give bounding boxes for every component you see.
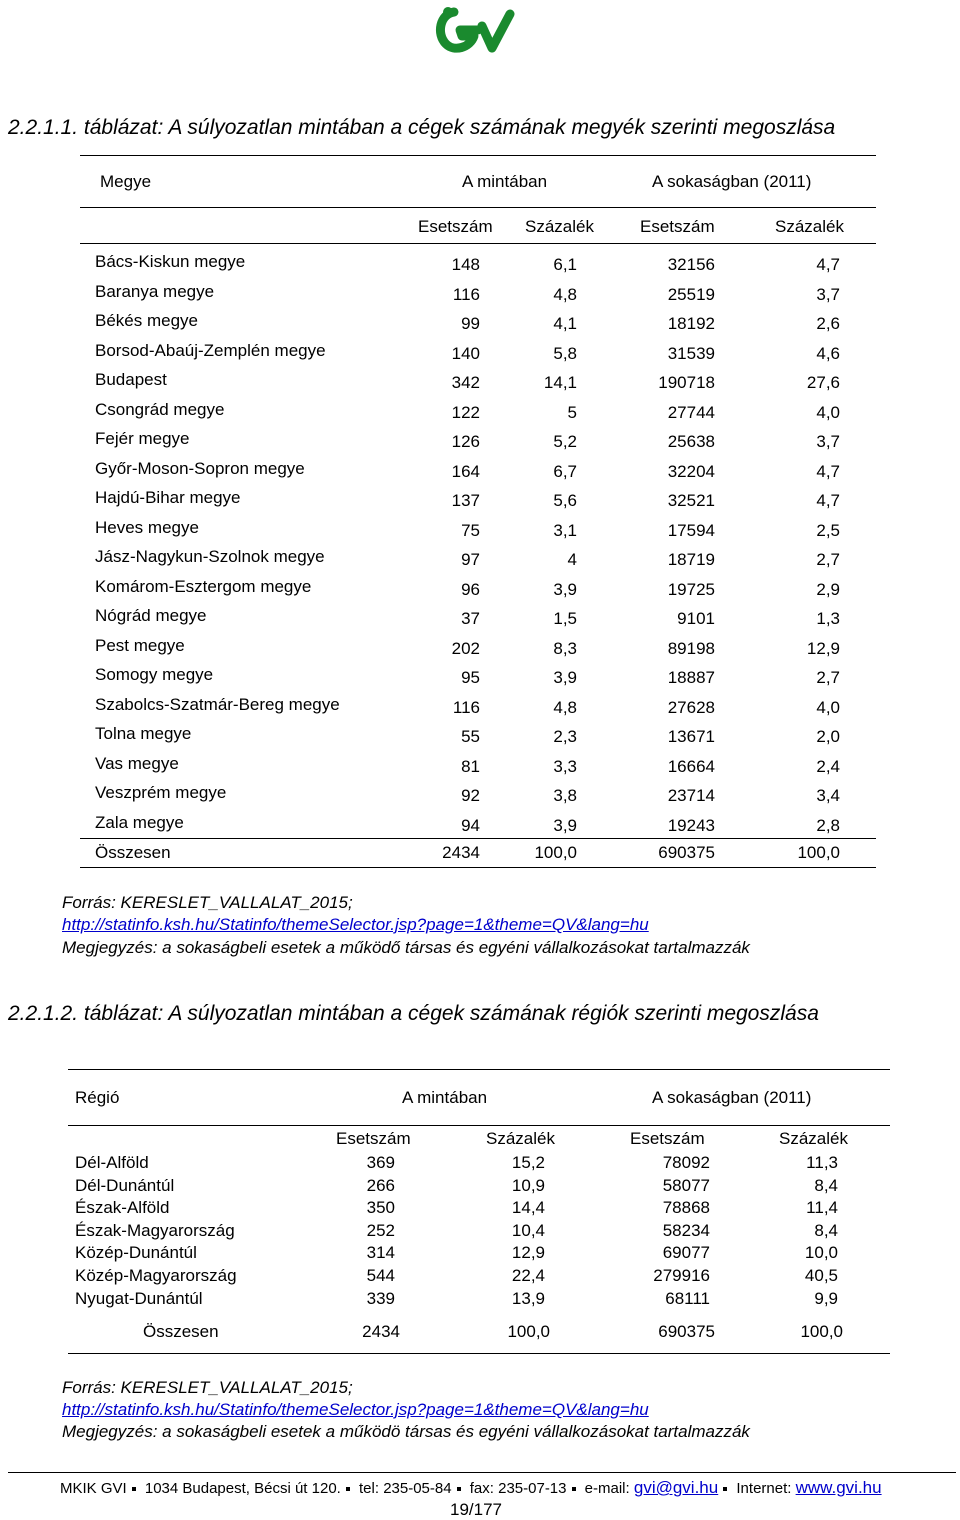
table1-total-rule (80, 838, 876, 839)
table1-caption: 2.2.1.1. táblázat: A súlyozatlan mintában a cégek számának megyék szerinti megoszlása (8, 116, 836, 139)
separator-icon (457, 1487, 461, 1491)
cell-pct-sample: 3,3 (553, 756, 577, 776)
cell-count-sample: 126 (451, 432, 480, 451)
cell-pct-sample: 10,4 (511, 1220, 545, 1240)
cell-pct-pop: 4,7 (816, 491, 840, 510)
gvi-logo (432, 4, 522, 56)
table1-sub-count-sample: Esetszám (418, 217, 493, 236)
cell-count-pop: 58234 (662, 1220, 710, 1240)
table-row (95, 577, 875, 599)
table1-header-rule (80, 207, 876, 208)
cell-pct-sample: 8,3 (553, 638, 577, 658)
row-label: Baranya megye (95, 281, 215, 301)
cell-pct-sample: 4 (567, 550, 577, 569)
footer-tel: tel: 235-05-84 (359, 1480, 452, 1497)
cell-count-pop: 18719 (667, 550, 715, 569)
cell-count-sample: 116 (452, 697, 480, 717)
cell-count-pop: 16664 (667, 756, 715, 776)
cell-pct-sample: 100,0 (507, 1322, 550, 1341)
cell-pct-sample: 14,1 (543, 373, 577, 392)
cell-pct-pop: 4,0 (816, 402, 840, 422)
cell-count-pop: 25519 (667, 284, 715, 304)
table-row (95, 311, 875, 333)
table-row (95, 783, 875, 805)
table1-note: Megjegyzés: a sokaságbeli esetek a működő társas és egyéni vállalkozásokat tartalmazzák (62, 938, 750, 957)
cell-pct-pop: 40,5 (804, 1266, 838, 1285)
row-label: Borsod-Abaúj-Zemplén megye (95, 340, 326, 360)
row-label: Tolna megye (95, 724, 192, 743)
table1-group-sample: A mintában (462, 172, 548, 191)
footer-email-link[interactable]: gvi@gvi.hu (633, 1478, 719, 1497)
cell-count-pop: 19243 (667, 815, 715, 835)
table2-bottom-rule (68, 1353, 890, 1354)
cell-count-pop: 690375 (658, 843, 715, 862)
table2-source: Forrás: KERESLET_VALLALAT_2015; (62, 1378, 353, 1397)
cell-pct-pop: 8,4 (814, 1175, 838, 1195)
cell-count-pop: 58077 (662, 1175, 710, 1195)
table-row (95, 252, 875, 274)
cell-pct-sample: 12,9 (511, 1243, 545, 1263)
cell-pct-pop: 2,8 (816, 815, 840, 835)
table-row (95, 429, 875, 451)
footer-internet-label: Internet: (736, 1480, 792, 1497)
cell-count-pop: 32521 (667, 491, 715, 510)
row-label: Közép-Magyarország (75, 1266, 237, 1285)
table2-top-rule (68, 1069, 890, 1070)
cell-count-pop: 18192 (667, 314, 715, 333)
cell-count-sample: 140 (451, 343, 480, 363)
table-row (75, 1289, 890, 1311)
cell-pct-pop: 100,0 (800, 1322, 843, 1341)
cell-pct-sample: 5,2 (553, 432, 577, 451)
table1-sub-count-pop: Esetszám (640, 217, 715, 236)
cell-pct-sample: 3,9 (553, 668, 577, 687)
cell-pct-pop: 4,0 (816, 697, 840, 717)
cell-count-sample: 544 (366, 1266, 395, 1285)
cell-pct-pop: 2,4 (816, 756, 840, 776)
cell-pct-sample: 6,1 (553, 255, 577, 274)
cell-pct-sample: 2,3 (553, 727, 577, 746)
cell-pct-sample: 3,1 (553, 520, 577, 540)
cell-count-pop: 27744 (667, 402, 715, 422)
table2-col-region: Régió (75, 1088, 120, 1107)
row-label: Fejér megye (95, 429, 190, 448)
cell-count-sample: 99 (461, 314, 480, 333)
cell-pct-sample: 4,8 (553, 284, 577, 304)
table2-group-sample: A mintában (402, 1088, 488, 1107)
table1-source: Forrás: KERESLET_VALLALAT_2015; (62, 893, 353, 912)
table-row (95, 488, 875, 510)
row-label: Észak-Magyarország (75, 1220, 235, 1240)
footer-org: MKIK GVI (60, 1480, 127, 1497)
cell-pct-sample: 5 (567, 402, 577, 422)
table-row (75, 1221, 890, 1243)
cell-count-sample: 342 (451, 373, 480, 392)
cell-count-sample: 55 (461, 727, 480, 746)
cell-count-pop: 25638 (667, 432, 715, 451)
table2-sub-count-pop: Esetszám (630, 1129, 705, 1148)
cell-count-pop: 68111 (665, 1288, 710, 1308)
table1-group-population: A sokaságban (2011) (652, 172, 812, 191)
cell-pct-pop: 2,9 (816, 579, 840, 599)
cell-count-pop: 69077 (662, 1243, 710, 1263)
cell-count-sample: 2434 (442, 843, 480, 862)
table1-col-region: Megye (100, 172, 152, 191)
cell-pct-sample: 14,4 (511, 1198, 545, 1218)
table-row (75, 1176, 890, 1198)
table1-source-link[interactable]: http://statinfo.ksh.hu/Statinfo/themeSelector.jsp?page=1&theme=QV&lang=hu (62, 915, 649, 934)
cell-pct-sample: 6,7 (553, 461, 577, 481)
cell-pct-sample: 4,8 (553, 697, 577, 717)
cell-count-pop: 18887 (667, 668, 715, 687)
cell-pct-sample: 3,9 (553, 815, 577, 835)
cell-count-sample: 202 (451, 638, 480, 658)
table2-group-population: A sokaságban (2011) (652, 1088, 812, 1107)
cell-pct-pop: 3,7 (816, 432, 840, 451)
table-row (95, 636, 875, 658)
cell-count-sample: 97 (461, 550, 480, 569)
cell-count-pop: 89198 (667, 638, 715, 658)
table1-bottom-rule (80, 867, 876, 868)
row-label: Összesen (95, 843, 171, 862)
cell-pct-sample: 4,1 (553, 314, 577, 333)
separator-icon (723, 1487, 727, 1491)
cell-pct-sample: 13,9 (511, 1288, 545, 1308)
table1-subheader-rule (80, 243, 876, 244)
table2-sub-count-sample: Esetszám (336, 1129, 411, 1148)
table-row-total (95, 843, 875, 865)
cell-pct-pop: 4,6 (816, 343, 840, 363)
cell-count-pop: 32204 (667, 461, 715, 481)
cell-pct-sample: 5,8 (553, 343, 577, 363)
table-row (95, 459, 875, 481)
table-row (95, 400, 875, 422)
row-label: Pest megye (95, 635, 185, 655)
cell-count-sample: 164 (451, 461, 480, 481)
table-row (95, 724, 875, 746)
cell-count-pop: 690375 (658, 1322, 715, 1341)
table1-sub-pct-pop: Százalék (775, 217, 844, 236)
cell-pct-pop: 2,6 (816, 314, 840, 333)
footer-web-link[interactable]: www.gvi.hu (795, 1478, 882, 1497)
cell-pct-pop: 11,4 (806, 1198, 838, 1218)
row-label: Dél-Alföld (75, 1153, 149, 1172)
cell-count-pop: 279916 (653, 1266, 710, 1285)
cell-pct-pop: 4,7 (816, 255, 840, 274)
cell-pct-pop: 2,0 (816, 727, 840, 746)
table-row (75, 1266, 890, 1288)
cell-count-pop: 78868 (662, 1198, 710, 1218)
row-label: Békés megye (95, 311, 198, 330)
row-label: Dél-Dunántúl (75, 1175, 175, 1195)
cell-count-pop: 23714 (667, 786, 715, 805)
footer-email-label: e-mail: (584, 1480, 630, 1497)
cell-count-sample: 314 (366, 1243, 395, 1263)
cell-pct-pop: 2,7 (816, 550, 840, 569)
cell-count-sample: 137 (451, 491, 480, 510)
table-row (95, 695, 875, 717)
table-row (75, 1153, 890, 1175)
cell-pct-sample: 1,5 (553, 609, 577, 628)
cell-pct-pop: 11,3 (806, 1153, 838, 1172)
cell-pct-pop: 3,7 (816, 284, 840, 304)
footer (60, 1478, 882, 1498)
row-label: Jász-Nagykun-Szolnok megye (95, 547, 325, 566)
footer-fax: fax: 235-07-13 (469, 1480, 567, 1497)
row-label: Heves megye (95, 517, 199, 537)
table-row (75, 1243, 890, 1265)
row-label: Veszprém megye (95, 783, 227, 802)
cell-pct-pop: 3,4 (816, 786, 840, 805)
footer-address: 1034 Budapest, Bécsi út 120. (144, 1480, 341, 1497)
cell-pct-pop: 100,0 (797, 843, 840, 862)
cell-count-pop: 13671 (667, 727, 715, 746)
row-label: Vas megye (95, 753, 179, 773)
cell-count-pop: 31539 (667, 343, 715, 363)
cell-count-sample: 94 (461, 815, 480, 835)
table2-sub-pct-sample: Százalék (486, 1129, 555, 1148)
cell-count-sample: 122 (451, 402, 480, 422)
table2-sub-pct-pop: Százalék (779, 1129, 848, 1148)
table-row (75, 1198, 890, 1220)
cell-count-pop: 78092 (662, 1153, 710, 1172)
cell-count-pop: 19725 (667, 579, 715, 599)
separator-icon (132, 1487, 136, 1491)
table1-sub-pct-sample: Százalék (525, 217, 594, 236)
cell-count-sample: 96 (461, 579, 480, 599)
cell-pct-sample: 3,8 (553, 786, 577, 805)
cell-count-sample: 95 (461, 668, 480, 687)
cell-count-sample: 350 (366, 1198, 395, 1218)
row-label: Hajdú-Bihar megye (95, 488, 241, 507)
table2-source-link[interactable]: http://statinfo.ksh.hu/Statinfo/themeSelector.jsp?page=1&theme=QV&lang=hu (62, 1400, 649, 1419)
cell-count-sample: 266 (366, 1175, 395, 1195)
row-label: Nógrád megye (95, 606, 207, 625)
cell-count-sample: 252 (366, 1220, 395, 1240)
cell-pct-sample: 10,9 (511, 1175, 545, 1195)
row-label: Budapest (95, 370, 167, 389)
footer-rule (8, 1472, 956, 1473)
row-label: Összesen (143, 1322, 219, 1341)
cell-pct-sample: 15,2 (511, 1153, 545, 1172)
separator-icon (572, 1487, 576, 1491)
table-row-total (75, 1322, 890, 1344)
cell-pct-pop: 1,3 (816, 609, 840, 628)
cell-count-pop: 17594 (667, 520, 715, 540)
table-row (95, 370, 875, 392)
row-label: Közép-Dunántúl (75, 1243, 197, 1263)
cell-count-sample: 369 (366, 1153, 395, 1172)
table-row (95, 282, 875, 304)
cell-count-sample: 92 (461, 786, 480, 805)
table2-header-rule (68, 1125, 890, 1126)
cell-pct-pop: 27,6 (806, 373, 840, 392)
cell-pct-pop: 2,7 (816, 668, 840, 687)
table-row (95, 341, 875, 363)
row-label: Komárom-Esztergom megye (95, 576, 312, 596)
cell-pct-pop: 8,4 (814, 1220, 838, 1240)
cell-count-pop: 190718 (658, 373, 715, 392)
cell-count-pop: 27628 (667, 697, 715, 717)
cell-pct-pop: 10,0 (804, 1243, 838, 1263)
cell-pct-sample: 100,0 (534, 843, 577, 862)
row-label: Észak-Alföld (75, 1198, 170, 1218)
cell-count-sample: 2434 (362, 1322, 400, 1341)
cell-count-pop: 32156 (667, 255, 715, 274)
cell-count-sample: 81 (461, 756, 480, 776)
row-label: Nyugat-Dunántúl (75, 1288, 203, 1308)
cell-count-pop: 9101 (677, 609, 715, 628)
row-label: Zala megye (95, 812, 184, 832)
table2-caption: 2.2.1.2. táblázat: A súlyozatlan mintában a cégek számának régiók szerinti megoszlása (8, 1002, 819, 1025)
row-label: Csongrád megye (95, 399, 225, 419)
row-label: Somogy megye (95, 665, 214, 684)
row-label: Győr-Moson-Sopron megye (95, 458, 305, 478)
cell-count-sample: 116 (452, 284, 480, 304)
cell-pct-sample: 22,4 (511, 1266, 545, 1285)
cell-pct-pop: 12,9 (806, 638, 840, 658)
cell-pct-pop: 2,5 (816, 520, 840, 540)
separator-icon (346, 1487, 350, 1491)
table-row (95, 547, 875, 569)
cell-pct-pop: 4,7 (816, 461, 840, 481)
cell-count-sample: 75 (461, 520, 480, 540)
cell-pct-pop: 9,9 (814, 1288, 838, 1308)
cell-pct-sample: 3,9 (553, 579, 577, 599)
page-number: 19/177 (450, 1500, 502, 1519)
table1-top-rule (80, 155, 876, 156)
cell-pct-sample: 5,6 (553, 491, 577, 510)
cell-count-sample: 37 (461, 609, 480, 628)
cell-count-sample: 148 (451, 255, 480, 274)
table2-note: Megjegyzés: a sokaságbeli esetek a működö társas és egyéni vállalkozásokat tartalmazzák (62, 1422, 750, 1441)
row-label: Bács-Kiskun megye (95, 252, 246, 271)
cell-count-sample: 339 (366, 1288, 395, 1308)
table-row (95, 606, 875, 628)
table-row (95, 754, 875, 776)
row-label: Szabolcs-Szatmár-Bereg megye (95, 694, 340, 714)
table-row (95, 813, 875, 835)
table-row (95, 665, 875, 687)
table-row (95, 518, 875, 540)
